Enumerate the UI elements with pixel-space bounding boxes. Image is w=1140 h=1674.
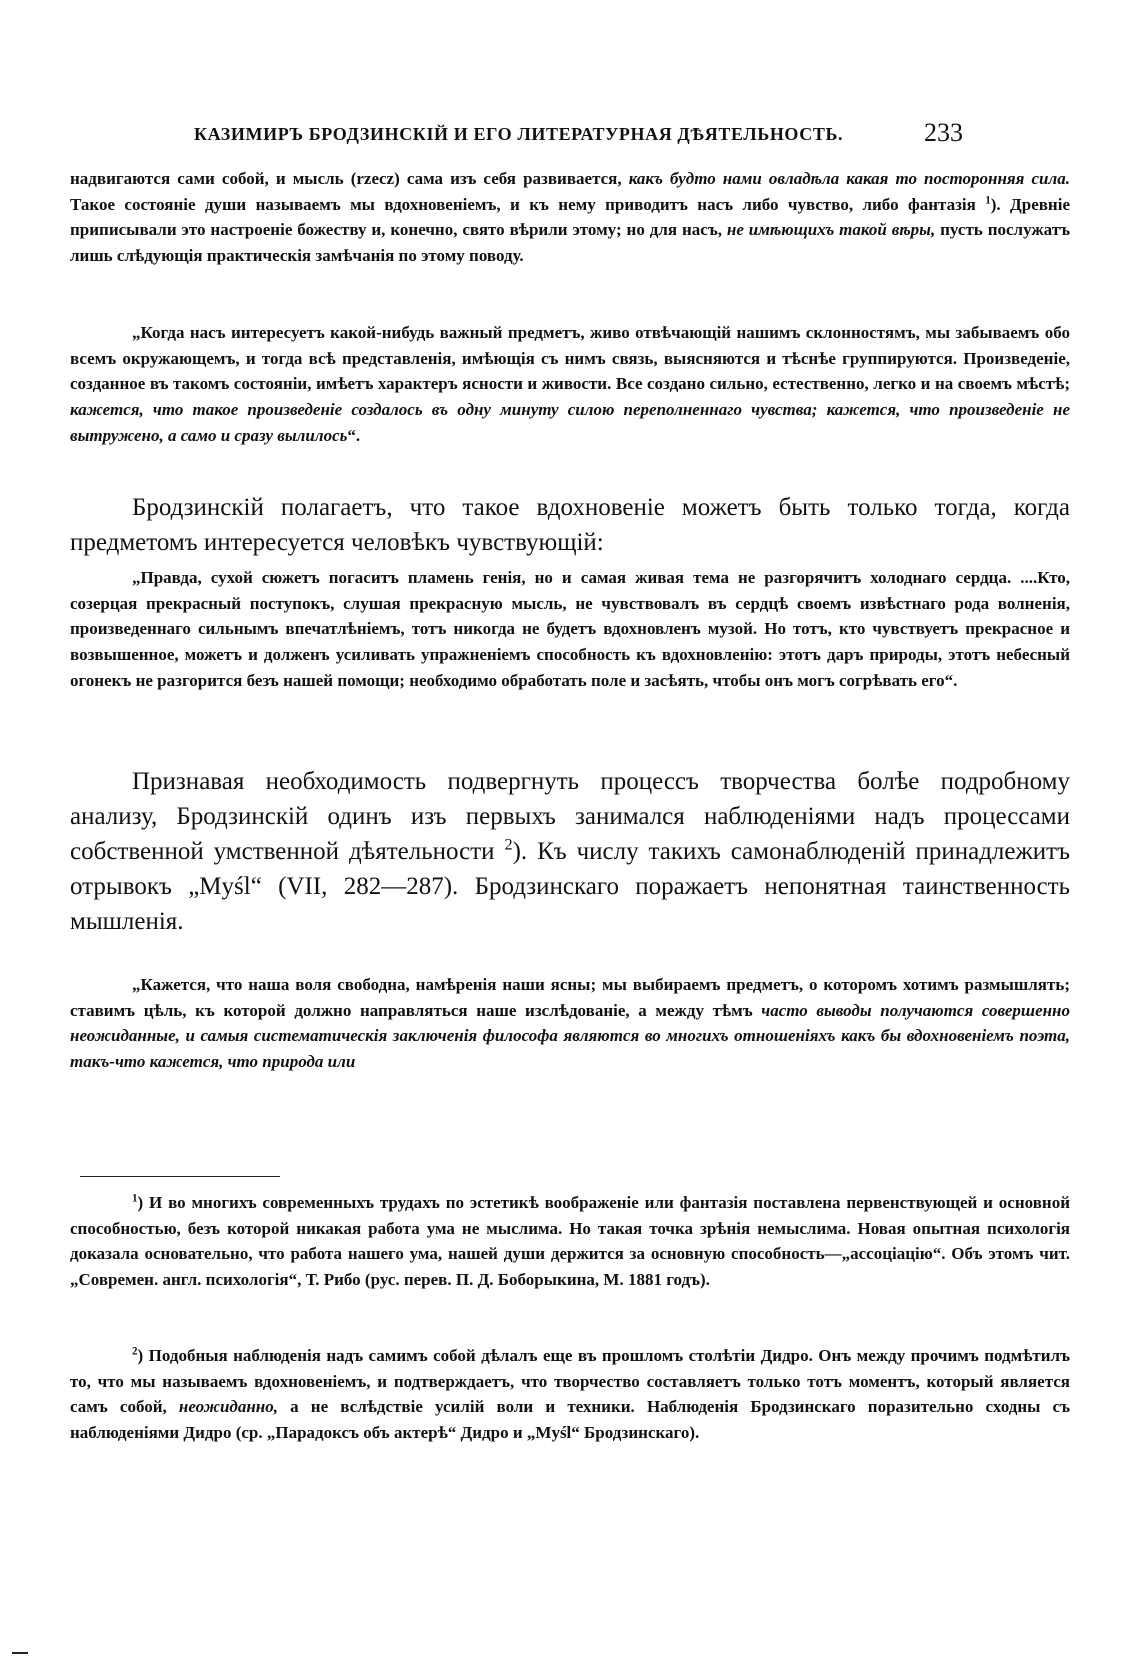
footnote-2-mark: 2 — [132, 1345, 138, 1358]
p5-text-b: ). Къ числу такихъ самонаблюденій принадлежитъ отрывокъ „Myśl“ (VII, 282—287). Бродзинскаго поражаетъ непонятная таинственность мышленія. — [70, 838, 1070, 935]
paragraph-2 — [70, 490, 1070, 560]
p1-italic-a: какъ будто нами овладѣла какая то посторонняя сила. — [628, 169, 1070, 188]
footnote-ref-1: 1 — [985, 194, 991, 207]
p2-italic: кажется, что такое произведеніе создалось въ одну минуту силою переполненнаго чувства; кажется, что произведеніе не вытружено, а само и сразу вылилось — [70, 400, 1070, 445]
p1-italic-c: не имѣющихъ такой вѣры, — [726, 220, 936, 240]
p6-italic: часто выводы получаются совершенно неожиданные, и самыя систематическія заключенія философа являются во многихъ отношеніяхъ какъ бы вдохновеніемъ поэта, такъ-что кажется, что природа или — [70, 1000, 1070, 1072]
p2-text-b: “. — [347, 425, 361, 445]
running-title: КАЗИМИРЪ БРОДЗИНСКІЙ И ЕГО ЛИТЕРАТУРНАЯ ДѢЯТЕЛЬНОСТЬ. — [194, 124, 844, 144]
p1-text-a: надвигаются сами собой, и мысль (rzecz) сама изъ себя развивается, — [70, 169, 629, 188]
footnote-1 — [70, 1190, 1070, 1292]
quote-paragraph-2 — [70, 565, 1070, 694]
p1-text-b: Такое состояніе души называемъ мы вдохновеніемъ, и къ нему приводитъ насъ либо чувство, либо фантазія — [70, 194, 986, 214]
footnote-2-italic: неожиданно, — [178, 1397, 278, 1416]
p5-text-a: Признавая необходимость подвергнуть процессъ творчества болѣе подробному анализу, Бродзинскій одинъ изъ первыхъ занимался наблюденіями надъ процессами собственной умственной дѣятельности — [70, 768, 1070, 865]
paragraph-3 — [70, 764, 1070, 939]
footnote-ref-2: 2 — [504, 835, 513, 854]
footnote-1-text: ) И во многихъ современныхъ трудахъ по эстетикѣ воображеніе или фантазія поставлена первенствующей и основной способностью, безъ которой никакая работа ума не мыслима. Но такая точка зрѣнія немыслима. Новая опытная психологія доказала основательно, что работа нашего ума, нашей души держится за основную способность—„ассоціацію“. Объ этомъ чит. „Современ. англ. психологія“, Т. Рибо (рус. перев. П. Д. Боборыкина, М. 1881 годъ). — [70, 1193, 1070, 1289]
footnote-2-text-a: ) Подобныя наблюденія надъ самимъ собой дѣлалъ еще въ прошломъ столѣтіи Дидро. Онъ между прочимъ подмѣтилъ то, что мы называемъ вдохновеніемъ, и подтверждаетъ, что творчество составляетъ только тотъ моментъ, который является самъ собой, — [70, 1346, 1070, 1416]
quote-paragraph-3 — [70, 972, 1070, 1075]
footnote-1-mark: 1 — [132, 1192, 138, 1205]
p4-text: „Правда, сухой сюжетъ погаситъ пламень генія, но и самая живая тема не разгорячитъ холоднаго сердца. ....Кто, созерцая прекрасный поступокъ, слушая прекрасную мысль, не чувствовалъ въ сердцѣ своемъ извѣстнаго рода волненія, произведеннаго сильнымъ впечатлѣніемъ, тотъ никогда не будетъ вдохновленъ музой. Но тотъ, кто чувствуетъ прекрасное и возвышенное, можетъ и долженъ усиливать упражненіемъ способность къ вдохновленію: этотъ даръ природы, этотъ небесный огонекъ не разгорится безъ нашей помощи; необходимо обработать поле и засѣять, чтобы онъ могъ согрѣвать его“. — [70, 568, 1070, 690]
footnote-separator — [80, 1176, 280, 1177]
book-page — [70, 0, 1070, 1674]
footnote-2-text-b: а не вслѣдствіе усилій воли и техники. Наблюденія Бродзинскаго поразительно сходны съ наблюденіями Дидро (ср. „Парадоксъ объ актерѣ“ Дидро и „Myśl“ Бродзинскаго). — [70, 1397, 1070, 1442]
running-header — [70, 118, 1070, 148]
p1-text-d: пусть послужатъ лишь слѣдующія практическія замѣчанія по этому поводу. — [70, 220, 1070, 266]
p1-text-c: ). Древніе приписывали это настроеніе божеству и, конечно, свято вѣрили этому; но для насъ, — [70, 194, 1070, 240]
page-number: 233 — [924, 118, 963, 147]
margin-mark — [12, 1652, 28, 1654]
p6-text-a: „Кажется, что наша воля свободна, намѣренія наши ясны; мы выбираемъ предметъ, о которомъ хотимъ размышлять; ставимъ цѣль, къ которой должно направляться наше изслѣдованіе, а между тѣмъ — [70, 975, 1070, 1020]
p3-text: Бродзинскій полагаетъ, что такое вдохновеніе можетъ быть только тогда, когда предметомъ интересуется человѣкъ чувствующій: — [70, 494, 1070, 556]
p2-text-a: „Когда насъ интересуетъ какой-нибудь важный предметъ, живо отвѣчающій нашимъ склонностямъ, мы забываемъ обо всемъ окружающемъ, и тогда всѣ представленія, имѣющія съ нимъ связь, выясняются и тѣснѣе группируются. Произведеніе, созданное въ такомъ состояніи, имѣетъ характеръ ясности и живости. Все создано сильно, естественно, легко и на своемъ мѣстѣ; — [70, 323, 1070, 394]
paragraph-1 — [70, 166, 1070, 269]
footnote-2 — [70, 1343, 1070, 1445]
quote-paragraph-1 — [70, 320, 1070, 449]
